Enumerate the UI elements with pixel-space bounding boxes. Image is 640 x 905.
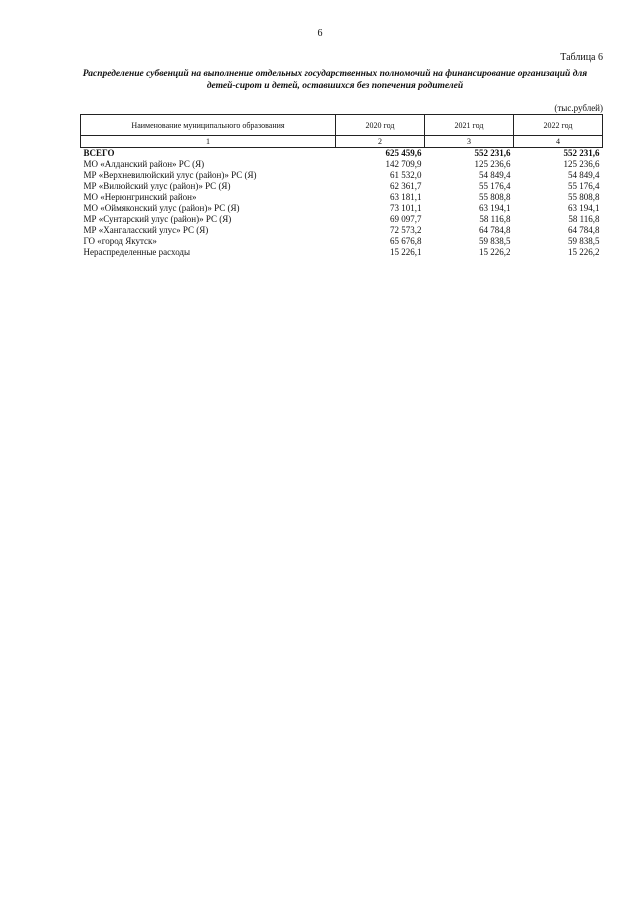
column-number-cell: 4 xyxy=(514,136,603,148)
amount-cell: 55 176,4 xyxy=(568,181,600,191)
municipality-name: МР «Хангаласский улус» РС (Я) xyxy=(83,225,209,235)
amount-cell: 59 838,5 xyxy=(479,236,511,246)
column-number-cell: 3 xyxy=(425,136,514,148)
amount-cell: 59 838,5 xyxy=(568,236,600,246)
municipality-name: Нераспределенные расходы xyxy=(83,247,191,257)
amount-cell: 64 784,8 xyxy=(479,225,511,235)
subsidy-table xyxy=(80,114,603,258)
amount-cell: 15 226,2 xyxy=(568,247,600,257)
amount-cell: 54 849,4 xyxy=(479,170,511,180)
amount-cell: 63 181,1 xyxy=(390,192,422,202)
header-cell: 2021 год xyxy=(425,115,514,136)
amount-cell: 65 676,8 xyxy=(390,236,422,246)
amount-cell: 63 194,1 xyxy=(568,203,600,213)
municipality-name: МО «Нерюнгринский район» xyxy=(83,192,197,202)
total-value: 552 231,6 xyxy=(514,148,603,160)
municipality-name: МР «Вилюйский улус (район)» РС (Я) xyxy=(83,181,231,191)
amount-cell: 54 849,4 xyxy=(568,170,600,180)
column-number-cell: 1 xyxy=(81,136,336,148)
table-row xyxy=(81,192,603,203)
total-label: ВСЕГО xyxy=(81,148,336,160)
amount-cell: 15 226,1 xyxy=(390,247,422,257)
amount-cell: 69 097,7 xyxy=(390,214,422,224)
amount-cell: 55 808,8 xyxy=(568,192,600,202)
units-label: (тыс.рублей) xyxy=(554,103,603,113)
municipality-name: МО «Оймяконский улус (район)» РС (Я) xyxy=(83,203,240,213)
amount-cell: 125 236,6 xyxy=(563,159,600,169)
total-row xyxy=(81,148,603,160)
amount-cell: 55 176,4 xyxy=(479,181,511,191)
table-row xyxy=(81,214,603,225)
amount-cell: 63 194,1 xyxy=(479,203,511,213)
table-row xyxy=(81,247,603,258)
table-header-row xyxy=(81,115,603,136)
municipality-name: МР «Верхневилюйский улус (район)» РС (Я) xyxy=(83,170,257,180)
amount-cell: 55 808,8 xyxy=(479,192,511,202)
table-row xyxy=(81,159,603,170)
header-cell: Наименование муниципального образования xyxy=(81,115,336,136)
table-row xyxy=(81,203,603,214)
header-cell: 2020 год xyxy=(336,115,425,136)
table-row xyxy=(81,181,603,192)
amount-cell: 72 573,2 xyxy=(390,225,422,235)
table-row xyxy=(81,236,603,247)
municipality-name: МО «Алданский район» РС (Я) xyxy=(83,159,205,169)
amount-cell: 125 236,6 xyxy=(474,159,511,169)
table-label: Таблица 6 xyxy=(560,52,603,63)
amount-cell: 64 784,8 xyxy=(568,225,600,235)
amount-cell: 61 532,0 xyxy=(390,170,422,180)
amount-cell: 73 101,1 xyxy=(390,203,422,213)
column-number-row xyxy=(81,136,603,148)
amount-cell: 58 116,8 xyxy=(568,214,600,224)
total-value: 552 231,6 xyxy=(425,148,514,160)
amount-cell: 58 116,8 xyxy=(479,214,511,224)
table-row xyxy=(81,170,603,181)
amount-cell: 62 361,7 xyxy=(390,181,422,191)
table-row xyxy=(81,225,603,236)
municipality-name: МР «Сунтарский улус (район)» РС (Я) xyxy=(83,214,232,224)
page-number: 6 xyxy=(317,28,323,39)
column-number-cell: 2 xyxy=(336,136,425,148)
document-title: Распределение субвенций на выполнение отдельных государственных полномочий на финансирование организаций для детей-сирот и детей, оставшихся без попечения родителей xyxy=(82,69,588,91)
total-value: 625 459,6 xyxy=(336,148,425,160)
header-cell: 2022 год xyxy=(514,115,603,136)
amount-cell: 142 709,9 xyxy=(385,159,422,169)
municipality-name: ГО «город Якутск» xyxy=(83,236,157,246)
amount-cell: 15 226,2 xyxy=(479,247,511,257)
